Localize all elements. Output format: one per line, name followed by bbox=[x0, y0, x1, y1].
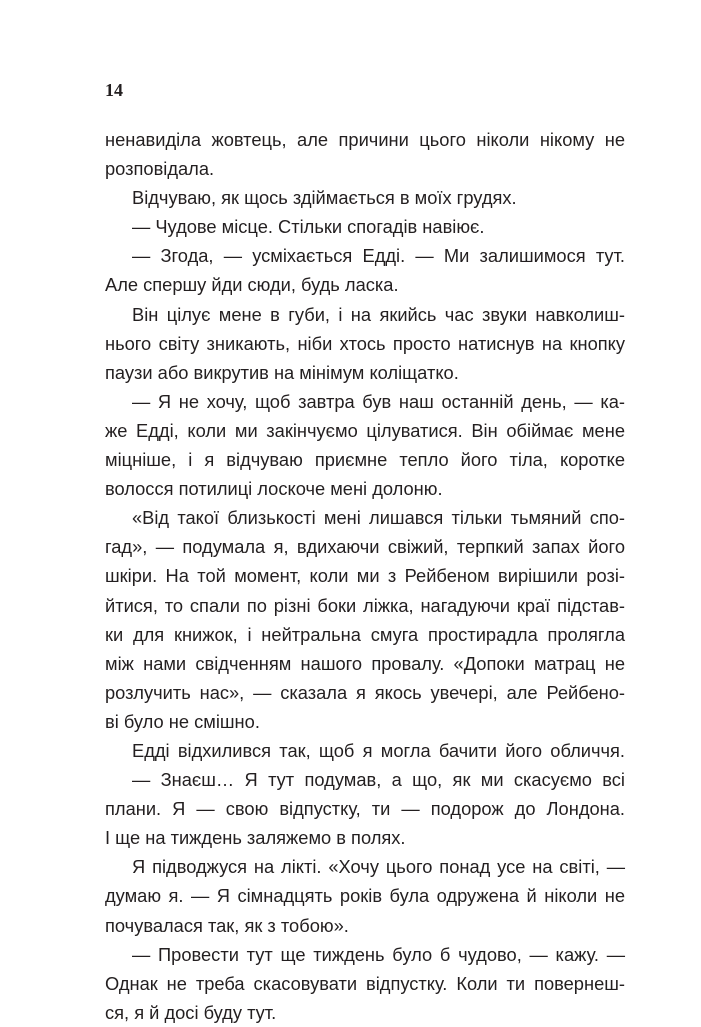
text-line: Я підводжуся на лікті. «Хочу цього понад усе на світі, — bbox=[132, 856, 625, 878]
text-line: почувалася так, як з тобою». bbox=[105, 914, 349, 936]
body-text bbox=[105, 125, 625, 1027]
text-line: між нами свідченням нашого провалу. «Допоки матрац не bbox=[105, 652, 625, 674]
text-line: — Чудове місце. Стільки спогадів навіює. bbox=[132, 216, 485, 238]
text-line: Він цілує мене в губи, і на якийсь час звуки навколиш- bbox=[132, 303, 625, 325]
page-number: 14 bbox=[105, 80, 123, 100]
text-line: Але спершу йди сюди, будь ласка. bbox=[105, 274, 399, 296]
text-line: «Від такої близькості мені лишався тільки тьмяний спо- bbox=[132, 507, 625, 529]
text-line: Відчуваю, як щось здіймається в моїх грудях. bbox=[132, 187, 517, 209]
text-line: гад», — подумала я, вдихаючи свіжий, терпкий запах його bbox=[105, 536, 625, 558]
text-line: — Згода, — усміхається Едді. — Ми залишимося тут. bbox=[132, 245, 625, 267]
text-line: — Я не хочу, щоб завтра був наш останній день, — ка- bbox=[132, 390, 625, 412]
text-line: паузи або викрутив на мінімум коліщатко. bbox=[105, 361, 459, 383]
text-line: міцніше, і я відчуваю приємне тепло його тіла, коротке bbox=[105, 449, 625, 471]
text-line: нього світу зникають, ніби хтось просто натиснув на кнопку bbox=[105, 332, 625, 354]
text-line: шкіри. На той момент, коли ми з Рейбеном вирішили розі- bbox=[105, 565, 625, 587]
text-line: йтися, то спали по різні боки ліжка, нагадуючи краї підстав- bbox=[105, 594, 625, 616]
text-line: думаю я. — Я сімнадцять років була одружена й ніколи не bbox=[105, 885, 625, 907]
text-line: — Знаєш… Я тут подумав, а що, як ми скасуємо всі bbox=[132, 769, 625, 791]
text-line: Однак не треба скасовувати відпустку. Коли ти повернеш- bbox=[105, 972, 625, 994]
text-line: Едді відхилився так, щоб я могла бачити його обличчя. bbox=[132, 739, 625, 761]
text-line: ся, я й досі буду тут. bbox=[105, 1001, 277, 1023]
text-line: волосся потилиці лоскоче мені долоню. bbox=[105, 478, 443, 500]
text-line: ненавиділа жовтець, але причини цього ніколи нікому не bbox=[105, 129, 625, 150]
text-line: ві було не смішно. bbox=[105, 710, 260, 732]
text-line: ки для книжок, і нейтральна смуга простирадла пролягла bbox=[105, 623, 625, 645]
text-line: розлучить нас», — сказала я якось увечері, але Рейбено- bbox=[105, 681, 625, 703]
text-line: — Провести тут ще тиждень було б чудово, — кажу. — bbox=[132, 943, 625, 965]
text-line: І ще на тиждень заляжемо в полях. bbox=[105, 827, 406, 849]
text-line: розповідала. bbox=[105, 158, 215, 180]
text-line: плани. Я — свою відпустку, ти — подорож до Лондона. bbox=[105, 798, 625, 820]
text-line: же Едді, коли ми закінчуємо цілуватися. Він обіймає мене bbox=[105, 419, 625, 441]
